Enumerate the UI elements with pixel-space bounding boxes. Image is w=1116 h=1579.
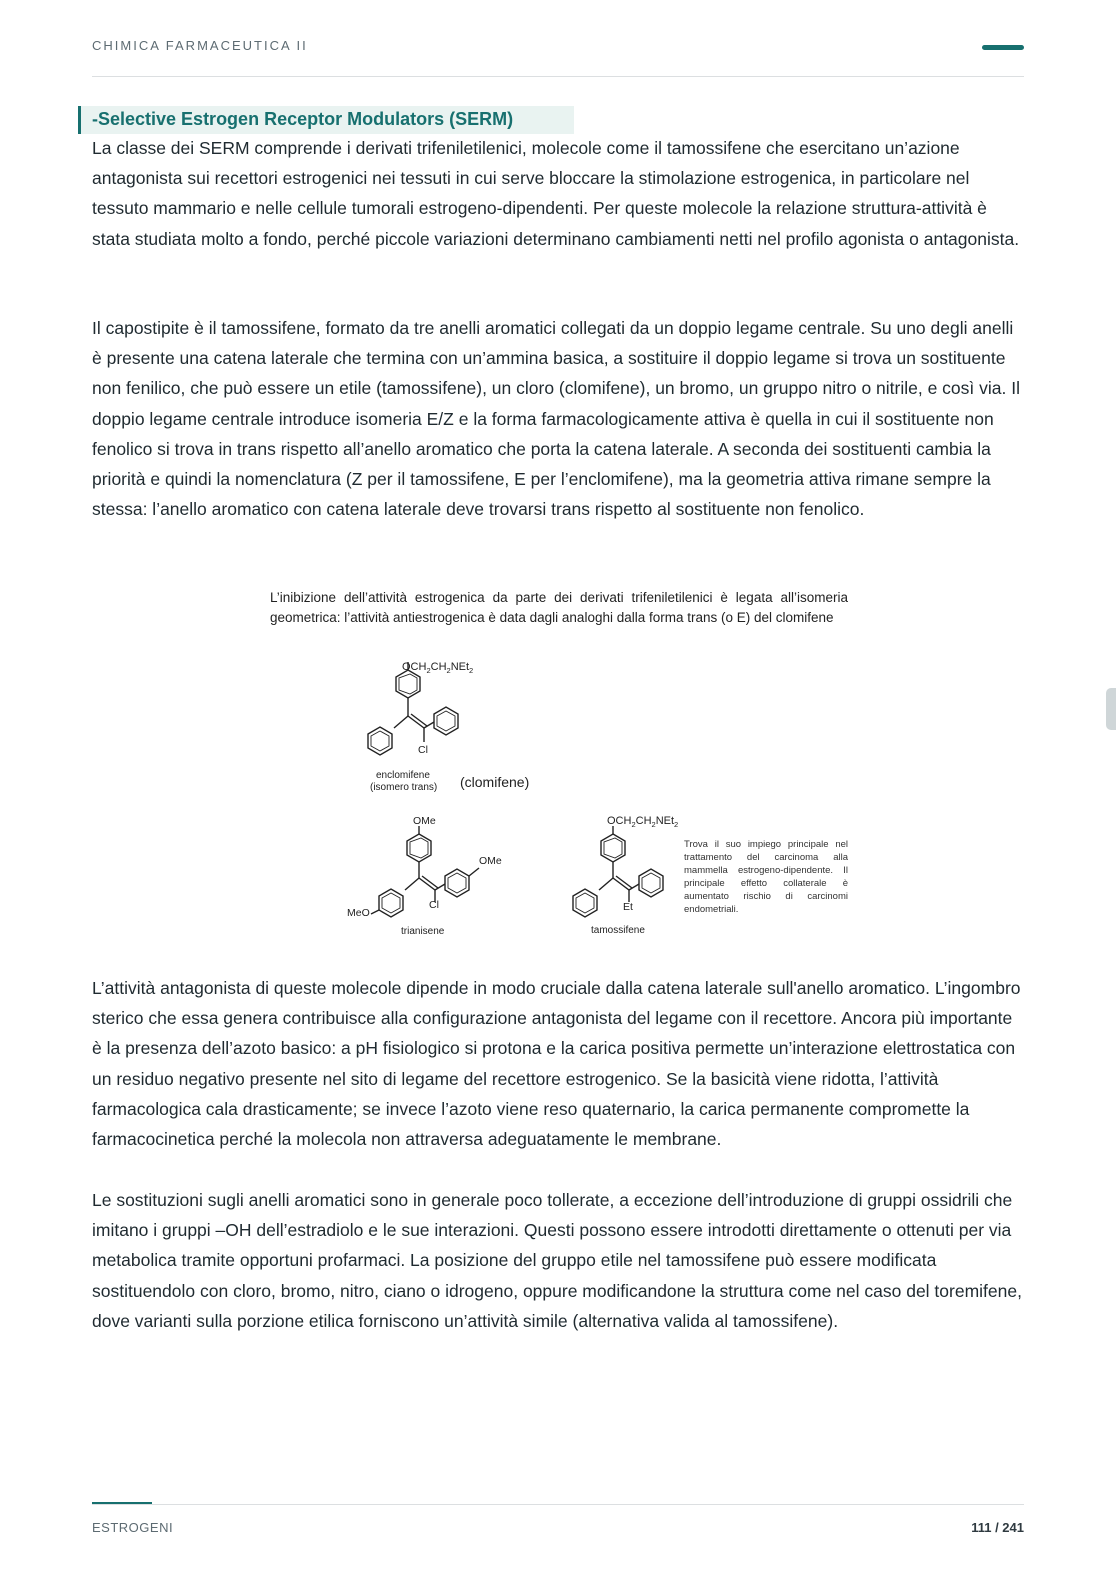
paragraph-ring-substitutions: Le sostituzioni sugli anelli aromatici sono in generale poco tollerate, a eccezione dell’introduzione di gruppi ossidrili che imitano i gruppi –OH dell’estradiolo e le sue interazioni. Questi possono essere introdotti direttamente o ottenuti per via metabolica tramite opportuni profarmaci. La posizione del gruppo etile nel tamossifene può essere modificata sostituendolo con cloro, bromo, nitro, ciano o idrogeno, oppure modificandone la struttura come nel caso del toremifene, dove varianti sulla porzione etilica forniscono un’attività simile (alternativa valida al tamossifene).: [92, 1190, 1022, 1331]
trianisene-name: trianisene: [401, 926, 445, 937]
paragraph-tamoxifen-structure: Il capostipite è il tamossifene, formato da tre anelli aromatici collegati da un doppio legame centrale. Su uno degli anelli è presente una catena laterale che termina con un’ammina basica, a sostituire il doppio legame si trova un sostituente non fenilico, che può essere un etile (tamossifene), un cloro (clomifene), un bromo, un gruppo nitro o nitrile, e così via. Il doppio legame centrale introduce isomeria E/Z e la forma farmacologicamente attiva è quella in cui il sostituente non fenolico si trova in trans rispetto all’anello aromatico che porta la catena laterale. A seconda dei sostituenti cambia la priorità e quindi la nomenclatura (Z per il tamossifene, E per l’enclomifene), ma la geometria attiva rimane sempre la stessa: l’anello aromatico con catena laterale deve trovarsi trans rispetto al sostituente non fenolico.: [92, 318, 1020, 520]
header-divider: [92, 76, 1024, 77]
side-scroll-tab[interactable]: [1106, 688, 1116, 730]
tamoxifen-chain-label: $OCH_2CH_2NEt_2$: [607, 815, 679, 829]
footer-divider: [92, 1504, 1024, 1505]
enclomifene-cl-label: Cl: [418, 744, 428, 756]
trianisene-cl: Cl: [429, 899, 439, 911]
trianisene-meo: MeO: [347, 907, 370, 919]
enclomifene-name: enclomifene: [376, 770, 430, 781]
section-heading: -Selective Estrogen Receptor Modulators (SERM): [78, 106, 574, 134]
tamoxifen-name: tamossifene: [591, 925, 645, 936]
trianisene-ome-right: OMe: [479, 855, 502, 867]
running-header: CHIMICA FARMACEUTICA II: [92, 38, 308, 53]
enclomifene-structure: [350, 656, 570, 806]
trianisene-ome-top: OMe: [413, 815, 436, 827]
tamoxifen-et-label: Et: [623, 901, 633, 913]
header-accent-bar: [982, 45, 1024, 50]
footer-section-name: ESTROGENI: [92, 1520, 174, 1535]
clomifene-label: (clomifene): [460, 774, 530, 790]
page-number: 111 / 241: [971, 1520, 1024, 1535]
tamoxifen-note: Trova il suo impiego principale nel trattamento del carcinoma alla mammella estrogeno-dipendente. Il principale effetto collaterale è aumentato rischio di carcinomi endometriali.: [684, 839, 848, 915]
paragraph-side-chain: L’attività antagonista di queste molecole dipende in modo cruciale dalla catena laterale sull'anello aromatico. L’ingombro sterico che essa genera contribuisce alla configurazione antagonista del legame con il recettore. Ancora più importante è la presenza dell’azoto basico: a pH fisiologico si protona e la carica positiva permette un’interazione elettrostatica con un residuo negativo presente nel sito di legame del recettore estrogenico. Se la basicità viene ridotta, l’attività farmacologica cala drasticamente; se invece l’azoto viene reso quaternario, la carica permanente compromette la farmacocinetica perché la molecola non attraversa adeguatamente le membrane.: [92, 978, 1021, 1150]
paragraph-serm-intro: La classe dei SERM comprende i derivati trifeniletilenici, molecole come il tamossifene che esercitano un’azione antagonista sui recettori estrogenici nei tessuti in cui serve bloccare la stimolazione estrogenica, in particolare nel tessuto mammario e nelle cellule tumorali estrogeno-dipendenti. Per queste molecole la relazione struttura-attività è stata studiata molto a fondo, perché piccole variazioni determinano cambiamenti netti nel profilo agonista o antagonista.: [92, 138, 1020, 249]
figure-caption: L’inibizione dell’attività estrogenica da parte dei derivati trifeniletilenici è legata all’isomeria geometrica: l’attività antiestrogenica è data dagli analoghi dalla forma trans (o E) del clomifene: [270, 590, 848, 625]
tamoxifen-structure: [565, 812, 685, 942]
enclomifene-isomer: (isomero trans): [370, 782, 438, 793]
enclomifene-chain-label: $OCH_2CH_2NEt_2$: [402, 661, 474, 675]
trianisene-structure: [345, 812, 535, 942]
